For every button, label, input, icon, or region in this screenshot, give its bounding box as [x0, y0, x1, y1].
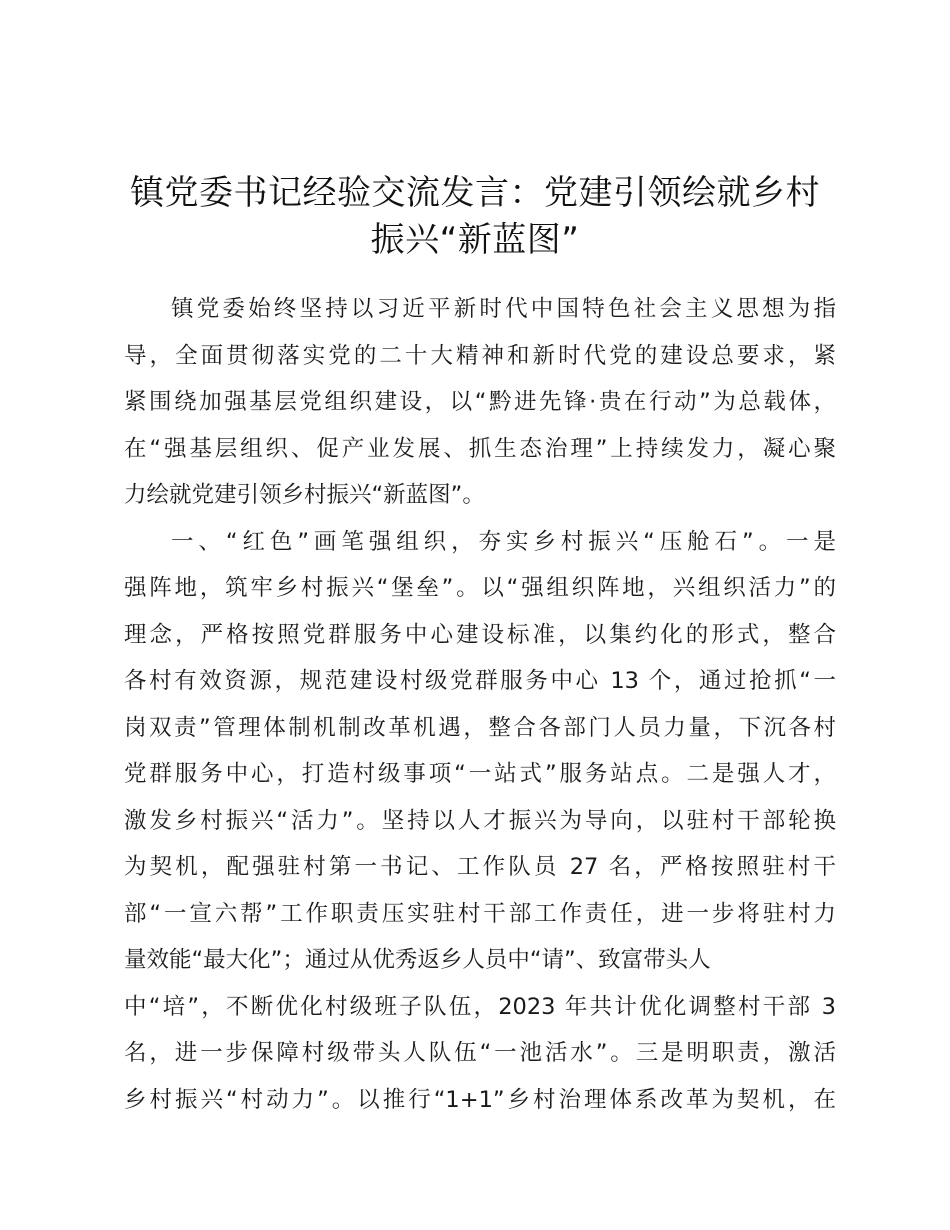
text-line: 党群服务中心，打造村级事项“一站式”服务站点。二是强人才， [124, 761, 836, 787]
text-line: 名，进一步保障村级带头人队伍“一池活水”。三是明职责，激活 [124, 1040, 836, 1066]
text-line: 强阵地，筑牢乡村振兴“堡垒”。以“强组织阵地，兴组织活力”的 [124, 575, 836, 601]
text-line: 量效能“最大化”；通过从优秀返乡人员中“请”、致富带头人 [124, 947, 711, 973]
text-line: 紧围绕加强基层党组织建设，以“黔进先锋·贵在行动”为总载体， [124, 389, 836, 415]
text-line: 部“一宣六帮”工作职责压实驻村干部工作责任，进一步将驻村力 [124, 900, 836, 927]
text-line: 镇党委始终坚持以习近平新时代中国特色社会主义思想为指 [171, 296, 836, 322]
text-line: 导，全面贯彻落实党的二十大精神和新时代党的建设总要求，紧 [124, 342, 836, 369]
text-line: 一、“红色”画笔强组织，夯实乡村振兴“压舱石”。一是 [171, 528, 836, 555]
paragraph [124, 286, 836, 519]
text-line: 理念，严格按照党群服务中心建设标准，以集约化的形式，整合 [124, 621, 836, 648]
title-line: 振兴“新蓝图” [370, 219, 580, 260]
text-line: 各村有效资源，规范建设村级党群服务中心 13 个，通过抢抓“一 [124, 668, 836, 694]
text-line: 乡村振兴“村动力”。以推行“1+1”乡村治理体系改革为契机，在 [124, 1086, 836, 1113]
text-line: 力绘就党建引领乡村振兴“新蓝图”。 [124, 482, 485, 508]
text-line: 为契机，配强驻村第一书记、工作队员 27 名，严格按照驻村干 [124, 854, 836, 880]
text-line: 岗双责”管理体制机制改革机遇，整合各部门人员力量，下沉各村 [124, 714, 836, 741]
text-line: 在“强基层组织、促产业发展、抓生态治理”上持续发力，凝心聚 [124, 435, 836, 462]
title-line: 镇党委书记经验交流发言：党建引领绘就乡村 [130, 173, 820, 213]
document-title [120, 170, 830, 263]
paragraph [124, 519, 836, 1124]
text-line: 中“培”，不断优化村级班子队伍，2023 年共计优化调整村干部 3 [124, 993, 836, 1020]
document-body [124, 286, 836, 1123]
text-line: 激发乡村振兴“活力”。坚持以人才振兴为导向，以驻村干部轮换 [124, 807, 836, 834]
